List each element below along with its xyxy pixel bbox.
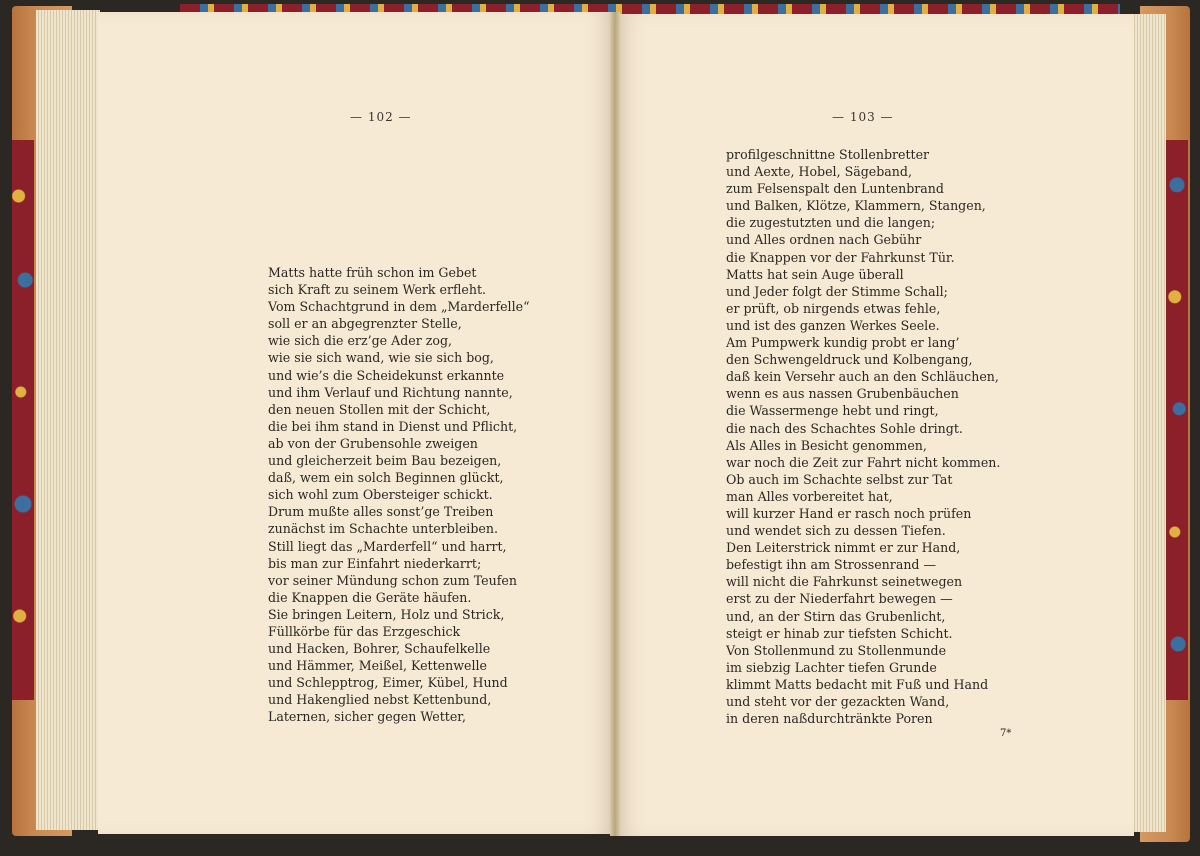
page-edges-left [36,10,100,830]
verse-line: bis man zur Einfahrt niederkarrt; [268,555,482,571]
verse-line: die bei ihm stand in Dienst und Pflicht, [268,418,518,434]
verse-line: wie sich die erz’ge Ader zog, [268,333,453,349]
verse-line: er prüft, ob nirgends etwas fehle, [726,300,941,316]
verse-line: und Balken, Klötze, Klammern, Stangen, [726,198,986,214]
verse-line: und Aexte, Hobel, Sägeband, [726,164,912,180]
verse-line: befestigt ihn am Strossenrand — [726,557,937,573]
verse-line: man Alles vorbereitet hat, [726,488,893,504]
verse-line: und wendet sich zu dessen Tiefen. [726,523,946,539]
verse-line: zum Felsenspalt den Luntenbrand [726,181,944,197]
verse-line: Ob auch im Schachte selbst zur Tat [726,471,953,487]
verse-line: die Knappen die Geräte häufen. [268,589,472,605]
marbled-paper-right [1166,140,1188,700]
verse-line: Als Alles in Besicht genommen, [726,437,927,453]
verse-line: und Hämmer, Meißel, Kettenwelle [268,658,487,674]
verse-line: und wie’s die Scheidekunst erkannte [268,367,505,383]
verse-line: und ihm Verlauf und Richtung nannte, [268,384,513,400]
verse-line: und ist des ganzen Werkes Seele. [726,317,940,333]
verse-line: und, an der Stirn das Grubenlicht, [726,608,946,624]
verse-line: ab von der Grubensohle zweigen [268,435,478,451]
verse-line: in deren naßdurchtränkte Poren [726,711,933,727]
page-number-right: — 103 — [832,110,894,124]
verse-line: den neuen Stollen mit der Schicht, [268,401,491,417]
verse-line: die Wassermenge hebt und ringt, [726,403,939,419]
verse-line: sich Kraft zu seinem Werk erfleht. [268,282,487,298]
verse-line: und steht vor der gezackten Wand, [726,694,950,709]
verse-line: und Hakenglied nebst Kettenbund, [268,692,492,708]
verse-line: die zugestutzten und die langen; [726,215,936,231]
marbled-paper-left [12,140,34,700]
verse-line: und Schlepptrog, Eimer, Kübel, Hund [268,675,508,691]
verse-line: will kurzer Hand er rasch noch prüfen [726,505,972,521]
verse-line: sich wohl zum Obersteiger schickt. [268,487,493,503]
verse-line: die Knappen vor der Fahrkunst Tür. [726,249,955,265]
page-number-left: — 102 — [350,110,412,124]
verse-line: vor seiner Mündung schon zum Teufen [268,572,517,588]
verse-right [726,146,1000,727]
verse-line: und gleicherzeit beim Bau bezeigen, [268,453,502,469]
verse-line: Drum mußte alles sonst’ge Treiben [268,504,494,520]
verse-line: Den Leiterstrick nimmt er zur Hand, [726,540,961,556]
verse-line: den Schwengeldruck und Kolbengang, [726,352,973,368]
book-gutter [610,12,620,836]
verse-line: daß kein Versehr auch an den Schläuchen, [726,369,999,385]
verse-line: daß, wem ein solch Beginnen glückt, [268,470,504,486]
verse-line: Füllkörbe für das Erzgeschick [268,623,461,639]
verse-line: Am Pumpwerk kundig probt er lang’ [726,335,960,351]
verse-line: wie sie sich wand, wie sie sich bog, [268,350,494,366]
verse-line: Von Stollenmund zu Stollenmunde [726,642,947,658]
verse-line: Vom Schachtgrund in dem „Marderfelle“ [268,299,530,315]
verse-line: zunächst im Schachte unterbleiben. [268,521,498,537]
verse-line: Still liegt das „Marderfell“ und harrt, [268,538,507,554]
verse-line: profilgeschnittne Stollenbretter [726,147,930,162]
verse-line: im siebzig Lachter tiefen Grunde [726,659,937,675]
verse-line: wenn es aus nassen Grubenbäuchen [726,386,959,402]
page-edges-right [1132,14,1166,832]
verse-line: die nach des Schachtes Sohle dringt. [726,420,963,436]
verse-line: will nicht die Fahrkunst seinetwegen [726,574,963,590]
verse-line: und Jeder folgt der Stimme Schall; [726,283,948,299]
verse-left [268,264,530,726]
verse-line: und Alles ordnen nach Gebühr [726,232,922,248]
verse-line: Matts hatte früh schon im Gebet [268,265,477,280]
signature-mark: 7* [1000,728,1012,739]
verse-line: steigt er hinab zur tiefsten Schicht. [726,625,953,641]
verse-line: Sie bringen Leitern, Holz und Strick, [268,606,505,622]
verse-line: soll er an abgegrenzter Stelle, [268,316,462,332]
verse-line: Laternen, sicher gegen Wetter, [268,709,466,725]
verse-line: erst zu der Niederfahrt bewegen — [726,591,953,607]
verse-line: klimmt Matts bedacht mit Fuß und Hand [726,676,989,692]
verse-line: und Hacken, Bohrer, Schaufelkelle [268,641,491,657]
verse-line: Matts hat sein Auge überall [726,266,904,282]
verse-line: war noch die Zeit zur Fahrt nicht kommen. [726,454,1001,470]
